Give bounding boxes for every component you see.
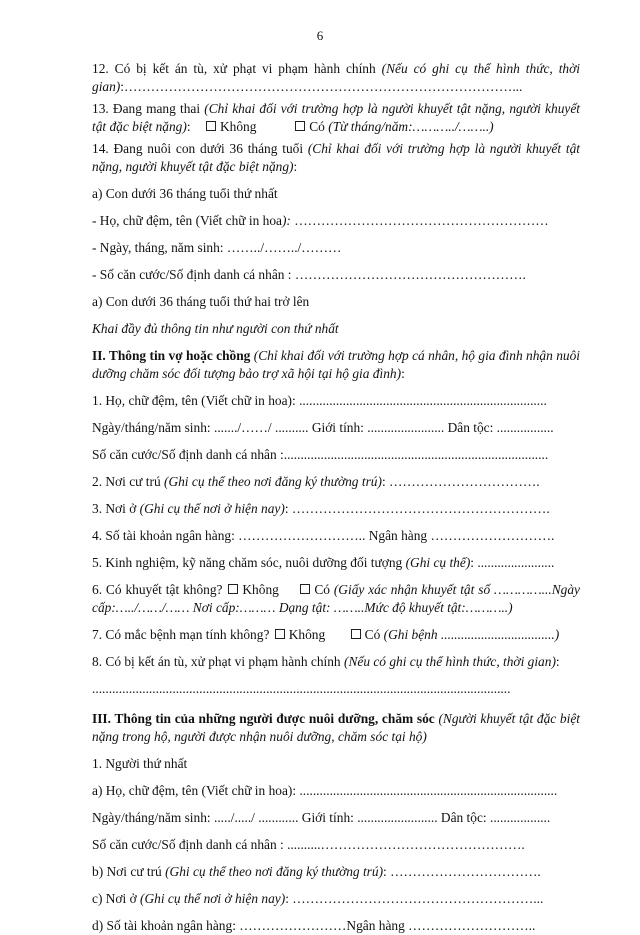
person-1-heading: 1. Người thứ nhất — [92, 756, 188, 771]
spouse-experience: 5. Kinh nghiệm, kỹ năng chăm sóc, nuôi dưỡng đối tượng (Ghi cụ thể): ....................... — [92, 555, 555, 570]
item-12-criminal-record: 12. Có bị kết án tù, xử phạt vi phạm hành chính (Nếu có ghi cụ thể hình thức, thời gian):……………………………………………………………………………... — [92, 61, 580, 94]
item-13-pregnant: 13. Đang mang thai (Chỉ khai đối với trường hợp là người khuyết tật nặng, người khuyết tật đặc biệt nặng): Không Có (Từ tháng/năm:………../……..) — [92, 101, 580, 134]
spouse-residence: 2. Nơi cư trú (Ghi cụ thể theo nơi đăng ký thường trú): ……………………………. — [92, 474, 540, 489]
person-1-residence: b) Nơi cư trú (Ghi cụ thể theo nơi đăng ký thường trú): ……………………………. — [92, 864, 541, 879]
child-2-heading: a) Con dưới 36 tháng tuổi thứ hai trở lên — [92, 294, 310, 309]
person-1-name: a) Họ, chữ đệm, tên (Viết chữ in hoa): ............................................................................. — [92, 783, 558, 798]
child-2-note: Khai đầy đủ thông tin như người con thứ nhất — [92, 321, 339, 336]
person-1-dob-gender-ethnicity: Ngày/tháng/năm sinh: ...../...../ ............ Giới tính: ........................ Dân tộc: .................. — [92, 810, 551, 825]
spouse-current-address: 3. Nơi ở (Ghi cụ thể nơi ở hiện nay): …………………………………………………. — [92, 501, 550, 516]
section-2-heading: II. Thông tin vợ hoặc chồng (Chỉ khai đối với trường hợp cá nhân, hộ gia đình nhận nuôi dưỡng chăm sóc đối tượng bảo trợ xã hội tại hộ gia đình): — [92, 348, 580, 381]
child-1-dob: - Ngày, tháng, năm sinh: ……../……../……… — [92, 240, 342, 255]
child-1-heading: a) Con dưới 36 tháng tuổi thứ nhất — [92, 186, 278, 201]
person-1-bank-account: d) Số tài khoản ngân hàng: ……………………Ngân hàng ……………………….. — [92, 918, 536, 933]
child-1-name: - Họ, chữ đệm, tên (Viết chữ in hoa): ………………………………………………… — [92, 213, 549, 228]
spouse-id: Số căn cước/Số định danh cá nhân :............................................................................... — [92, 447, 549, 462]
checkbox-no[interactable] — [275, 629, 285, 639]
person-1-current-address: c) Nơi ở (Ghi cụ thể nơi ở hiện nay): ………………………………………………... — [92, 891, 544, 906]
checkbox-yes[interactable] — [351, 629, 361, 639]
spouse-chronic-illness: 7. Có mắc bệnh mạn tính không? Không Có (Ghi bệnh ..................................) — [92, 627, 560, 642]
form-body — [92, 60, 580, 935]
spouse-disability: 6. Có khuyết tật không? Không Có (Giấy xác nhận khuyết tật số …………...Ngày cấp:…../……/…… Nơi cấp:……… Dạng tật: ……..Mức độ khuyết tật:………..) — [92, 582, 580, 615]
checkbox-no[interactable] — [206, 121, 216, 131]
child-1-id: - Số căn cước/Số định danh cá nhân : ……………………………………………. — [92, 267, 526, 282]
item-14-child-under-36: 14. Đang nuôi con dưới 36 tháng tuổi (Chỉ khai đối với trường hợp là người khuyết tật nặng, người khuyết tật đặc biệt nặng): — [92, 141, 580, 174]
spouse-bank-account: 4. Số tài khoản ngân hàng: ……………………….. Ngân hàng ………………………. — [92, 528, 555, 543]
spouse-dob-gender-ethnicity: Ngày/tháng/năm sinh: ......./……/ .......... Giới tính: ....................... Dân tộc: ................. — [92, 420, 554, 435]
spouse-name: 1. Họ, chữ đệm, tên (Viết chữ in hoa): .......................................................................... — [92, 393, 547, 408]
checkbox-yes[interactable] — [300, 584, 310, 594]
checkbox-no[interactable] — [228, 584, 238, 594]
person-1-id: Số căn cước/Số định danh cá nhân : ..........………………………………………. — [92, 837, 525, 852]
spouse-criminal-record: 8. Có bị kết án tù, xử phạt vi phạm hành chính (Nếu có ghi cụ thể hình thức, thời gian): — [92, 654, 560, 669]
page-number: 6 — [316, 28, 324, 43]
checkbox-yes[interactable] — [295, 121, 305, 131]
section-3-heading: III. Thông tin của những người được nuôi dưỡng, chăm sóc (Người khuyết tật đặc biệt nặng trong hộ, người được nhận nuôi dưỡng, chăm sóc tại hộ) — [92, 711, 580, 744]
spouse-criminal-record-fill: ............................................................................................................................. — [92, 681, 511, 696]
